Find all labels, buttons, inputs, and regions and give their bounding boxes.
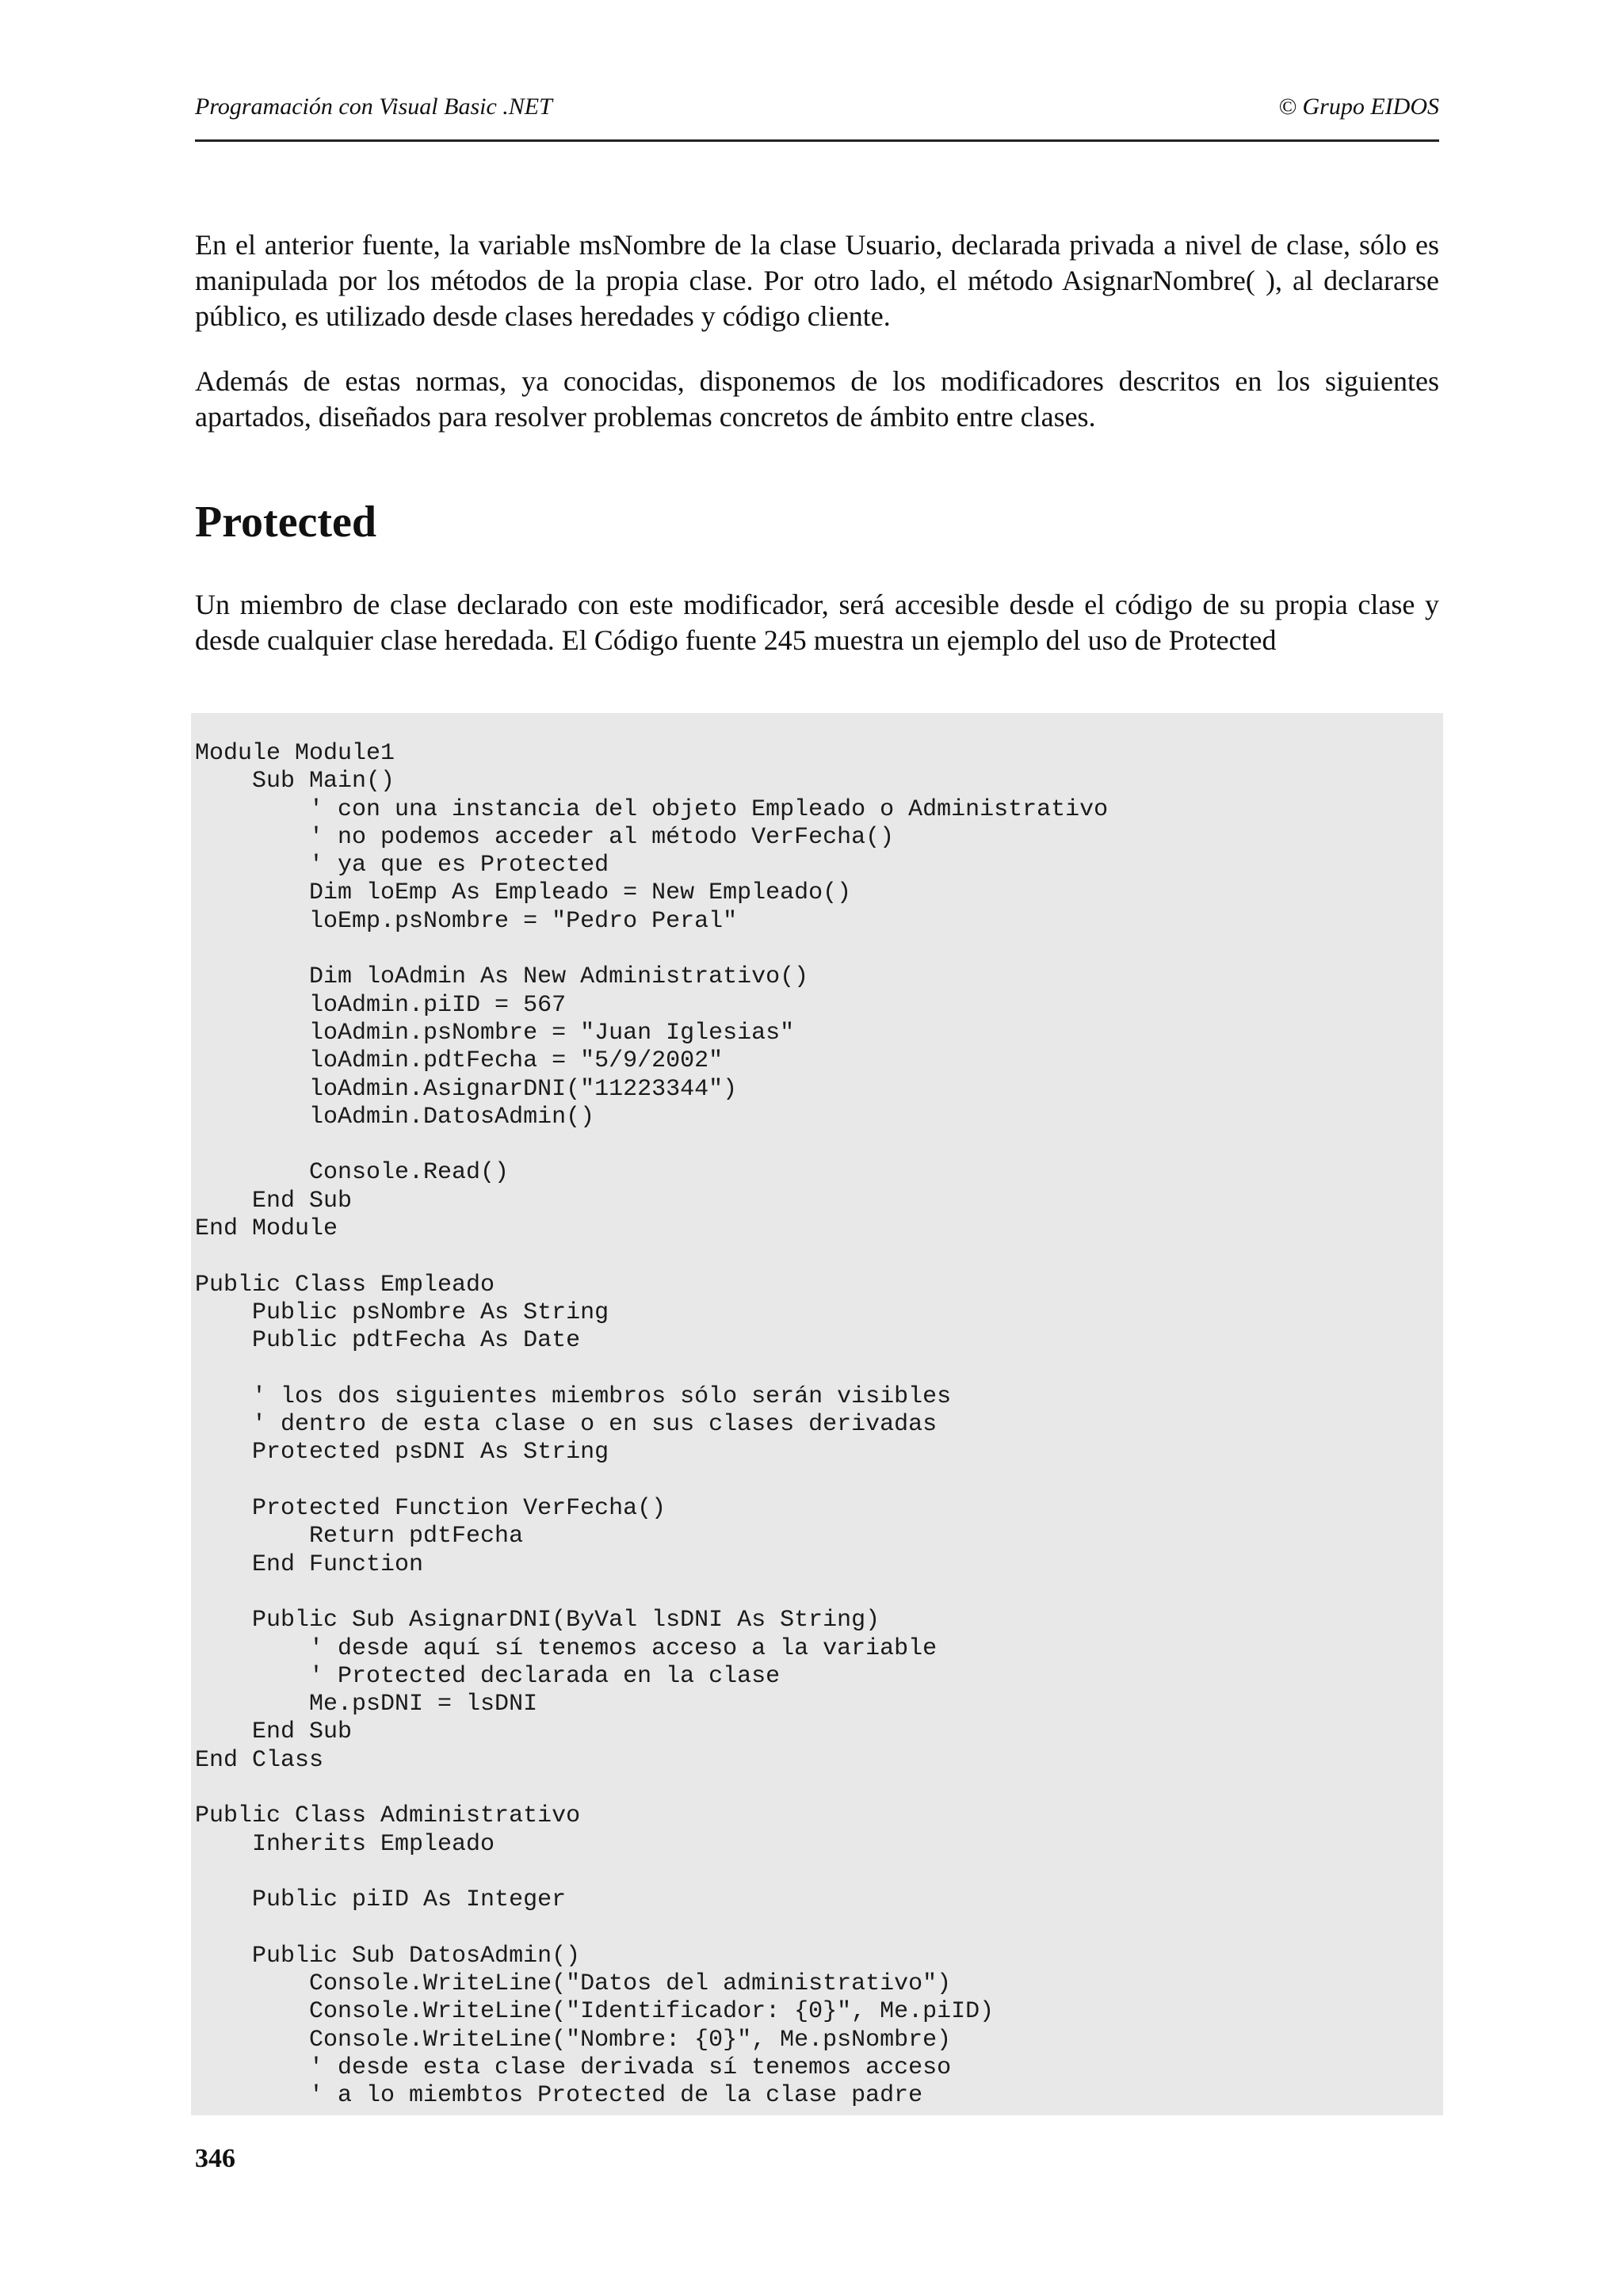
book-title: Programación con Visual Basic .NET xyxy=(195,93,552,120)
body-paragraph-3: Un miembro de clase declarado con este modificador, será accesible desde el código de su propia clase y desde cualquier clase heredada. El Código fuente 245 muestra un ejemplo del uso de Protected xyxy=(195,589,1439,656)
page-header xyxy=(195,93,1439,142)
body-paragraph-2: Además de estas normas, ya conocidas, disponemos de los modificadores descritos en los siguientes apartados, diseñados para resolver problemas concretos de ámbito entre clases. xyxy=(195,365,1439,433)
section-heading: Protected xyxy=(195,498,377,547)
publisher-name: © Grupo EIDOS xyxy=(1278,93,1439,120)
code-listing xyxy=(191,713,1443,2115)
code-text: Module Module1 Sub Main() ' con una instancia del objeto Empleado o Administrativo ' no podemos acceder al método VerFecha() ' ya que es Protected Dim loEmp As Empleado = New Empleado() loEmp.psNombre = "Pedro Peral" Dim loAdmin As New Administrativo() loAdmin.piID = 567 loAdmin.psNombre = "Juan Iglesias" loAdmin.pdtFecha = "5/9/2002" loAdmin.AsignarDNI("11223344") loAdmin.DatosAdmin() Console.Read() End Sub End Module Public Class Empleado Public psNombre As String Public pdtFecha As Date ' los dos siguientes miembros sólo serán visibles ' dentro de esta clase o en sus clases derivadas Protected psDNI As String Protected Function VerFecha() Return pdtFecha End Function Public Sub AsignarDNI(ByVal lsDNI As String) ' desde aquí sí tenemos acceso a la variable ' Protected declarada en la clase Me.psDNI = lsDNI End Sub End Class Public Class Administrativo Inherits Empleado Public piID As Integer Public Sub DatosAdmin() Console.WriteLine("Datos del administrativo") Console.WriteLine("Identificador: {0}", Me.piID) Console.WriteLine("Nombre: {0}", Me.psNombre) ' desde esta clase derivada sí tenemos acceso ' a lo miembtos Protected de la clase padre xyxy=(195,740,1109,2110)
body-paragraph-1: En el anterior fuente, la variable msNombre de la clase Usuario, declarada privada a nivel de clase, sólo es manipulada por los métodos de la propia clase. Por otro lado, el método AsignarNombre( ), al declararse público, es utilizado desde clases heredades y código cliente. xyxy=(195,229,1439,332)
page-number: 346 xyxy=(195,2144,235,2173)
